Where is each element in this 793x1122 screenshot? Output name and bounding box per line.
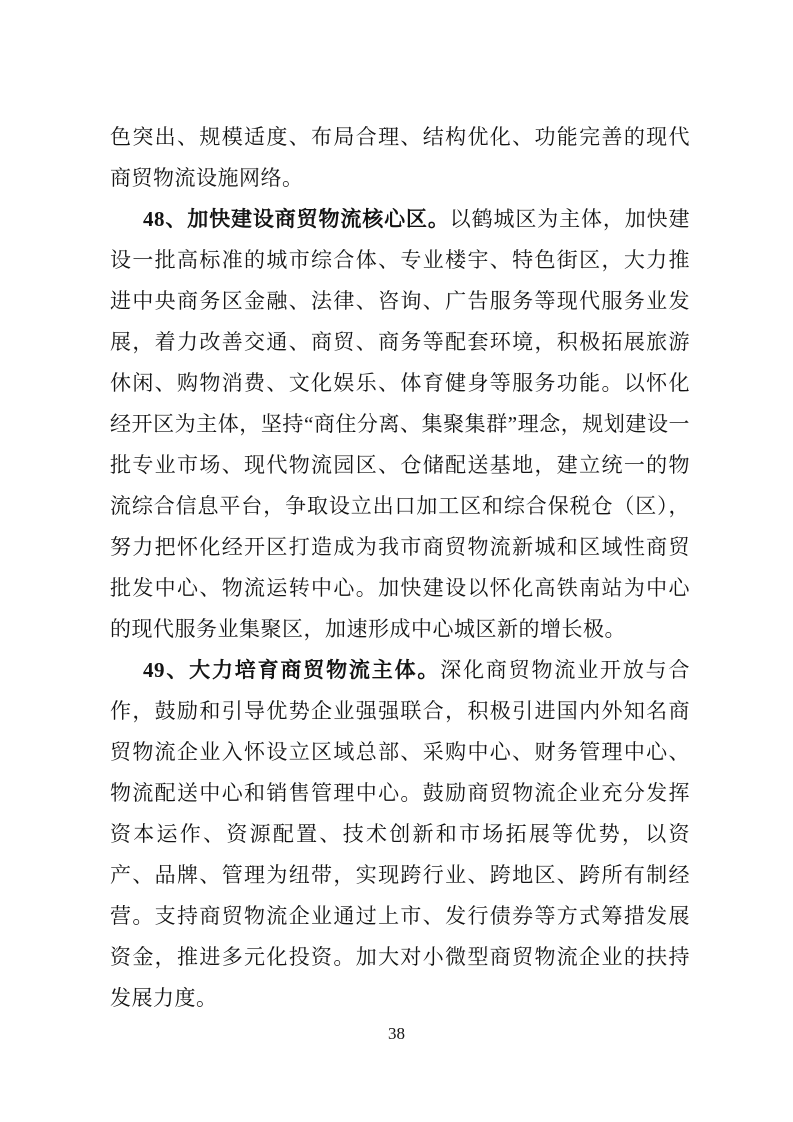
- paragraph-49-text: 深化商贸物流业开放与合作，鼓励和引导优势企业强强联合，积极引进国内外知名商贸物流企业入怀设立区域总部、采购中心、财务管理中心、物流配送中心和销售管理中心。鼓励商贸物流企业充分发挥资本运作、资源配置、技术创新和市场拓展等优势，以资产、品牌、管理为纽带，实现跨行业、跨地区、跨所有制经营。支持商贸物流企业通过上市、发行债券等方式筹措发展资金，推进多元化投资。加大对小微型商贸物流企业的扶持发展力度。: [110, 658, 691, 1010]
- page-content: [110, 117, 690, 1019]
- paragraph-49: [110, 650, 690, 1019]
- paragraph-text: 色突出、规模适度、布局合理、结构优化、功能完善的现代商贸物流设施网络。: [110, 125, 690, 190]
- paragraph-49-heading: 49、大力培育商贸物流主体。: [143, 658, 441, 682]
- paragraph-48-heading: 48、加快建设商贸物流核心区。: [143, 207, 450, 231]
- paragraph-48-text: 以鹤城区为主体，加快建设一批高标准的城市综合体、专业楼宇、特色街区，大力推进中央商务区金融、法律、咨询、广告服务等现代服务业发展，着力改善交通、商贸、商务等配套环境，积极拓展旅游休闲、购物消费、文化娱乐、体育健身等服务功能。以怀化经开区为主体，坚持“商住分离、集聚集群”理念，规划建设一批专业市场、现代物流园区、仓储配送基地，建立统一的物流综合信息平台，争取设立出口加工区和综合保税仓（区），努力把怀化经开区打造成为我市商贸物流新城和区域性商贸批发中心、物流运转中心。加快建设以怀化高铁南站为中心的现代服务业集聚区，加速形成中心城区新的增长极。: [110, 207, 690, 641]
- page-number: 38: [388, 1024, 405, 1043]
- paragraph-continuation: [110, 117, 690, 199]
- paragraph-48: [110, 199, 690, 650]
